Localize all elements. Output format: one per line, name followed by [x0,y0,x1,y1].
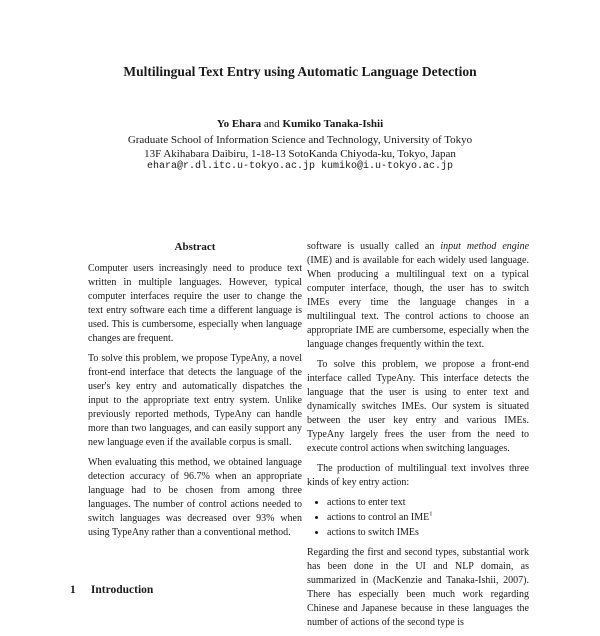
abstract-heading: Abstract [174,241,216,253]
intro-p1-after: (IME) and is available for each widely used language. When producing a multilingual text on a typical computer interface, though, the user has to switch IMEs every time the language changes in a multilingual text. The control actions to choose an appropriate IME are cumbersome, especially when the language changes frequently within the text. [307,255,529,350]
list-item: • actions to switch IMEs [327,526,529,540]
intro-paragraph-1 [307,240,529,352]
affiliation-line-2: 13F Akihabara Daibiru, 1-18-13 SotoKanda Chiyoda-ku, Tokyo, Japan [144,148,456,160]
key-entry-action-list [307,496,529,540]
intro-paragraph-2: To solve this problem, we propose a front-end interface called TypeAny. This interface detects the language that the user is using to enter text and dynamically switches IMEs. Our system is situated between the user key entry and various IMEs. TypeAny largely frees the user from the need to execute control actions when switching languages. [307,359,529,454]
right-column [307,240,529,636]
author-1: Yo Ehara [216,118,262,130]
section-title: Introduction [90,584,154,596]
affiliation-line-1: Graduate School of Information Science and Technology, University of Tokyo [127,134,473,146]
author-emails: ehara@r.dl.itc.u-tokyo.ac.jp kumiko@i.u-tokyo.ac.jp [146,161,454,172]
author-2: Kumiko Tanaka-Ishii [282,118,384,130]
footnote-marker: 1 [429,510,433,518]
intro-paragraph-3: The production of multilingual text involves three kinds of key entry action: [307,463,529,488]
abstract-paragraph-3: When evaluating this method, we obtained language detection accuracy of 96.7% when an appropriate language had to be chosen from among three languages. The number of control actions needed to switch languages was decreased over 93% when using TypeAny rather than a conventional method. [88,457,302,538]
list-item-text: actions to control an IME [327,512,430,523]
abstract-paragraph-1: Computer users increasingly need to produce text written in multiple languages. However, typical computer interfaces require the user to change the text entry software each time a different language is used. This is cumbersome, especially when language changes are frequent. [88,263,302,344]
list-item [327,511,529,525]
paper-title: Multilingual Text Entry using Automatic Language Detection [123,64,477,79]
intro-p1-italic-term: input method engine [440,241,530,252]
left-column [88,240,302,546]
author-line [0,118,600,130]
abstract-paragraph-2: To solve this problem, we propose TypeAny, a novel front-end interface that detects the language of the user's key entry and automatically dispatches the input to the appropriate text entry system. Unlike previously reported methods, TypeAny can handle more than two languages, and can easily support any new language even if the available corpus is small. [88,353,302,448]
list-item: • actions to enter text [327,496,529,510]
intro-p1-before: software is usually called an [307,241,441,252]
author-conjunction: and [263,118,280,130]
intro-paragraph-4: Regarding the first and second types, substantial work has been done in the UI and NLP domain, as summarized in (MacKenzie and Tanaka-Ishii, 2007). There has especially been much work regarding Chinese and Japanese because in these languages the number of actions of the second type is [307,547,529,628]
section-heading-introduction [70,584,153,596]
section-number: 1 [70,584,76,596]
